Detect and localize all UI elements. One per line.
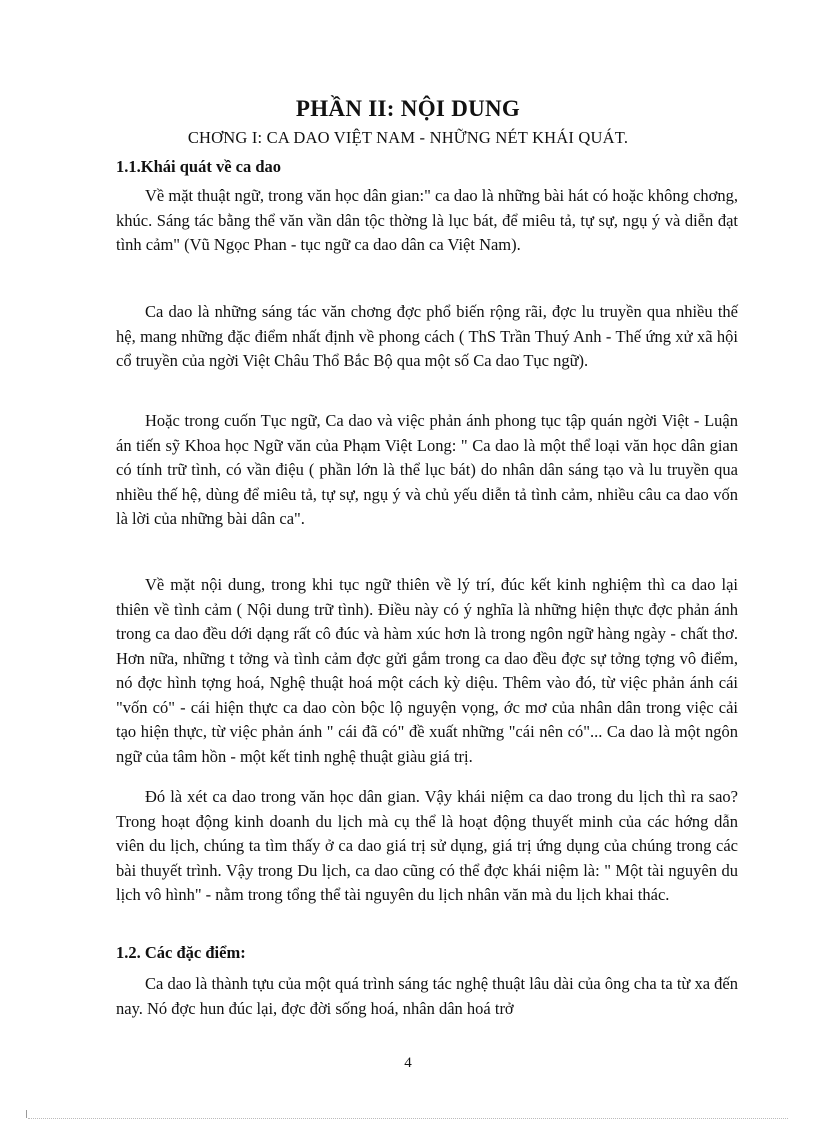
paragraph-5: Đó là xét ca dao trong văn học dân gian. Vậy khái niệm ca dao trong du lịch thì ra sao? Trong hoạt động kinh doanh du lịch mà cụ thể là hoạt động thuyết minh của các hớng dẫn viên du lịch, chúng ta tìm thấy ở ca dao giá trị sử dụng, giá trị ứng dụng của chúng trong các bài thuyết trình. Vậy trong Du lịch, ca dao cũng có thể đợc khái niệm là: " Một tài nguyên du lịch vô hình" - nằm trong tổng thể tài nguyên du lịch nhân văn mà du lịch khai thác. xyxy=(116,787,738,904)
corner-mark xyxy=(26,1110,27,1118)
section-heading-1-2: 1.2. Các đặc điểm: xyxy=(116,943,246,962)
paragraph-6: Ca dao là thành tựu của một quá trình sáng tác nghệ thuật lâu dài của ông cha ta từ xa đến nay. Nó đợc hun đúc lại, đợc đời sống hoá, nhân dân hoá trở xyxy=(116,974,738,1018)
section-heading-1-1: 1.1.Khái quát về ca dao xyxy=(116,157,282,176)
footer-rule xyxy=(28,1118,788,1119)
paragraph-4: Về mặt nội dung, trong khi tục ngữ thiên về lý trí, đúc kết kinh nghiệm thì ca dao lại thiên về tình cảm ( Nội dung trữ tình). Điều này có ý nghĩa là những hiện thực đợc phản ánh trong ca dao đều dới dạng rất cô đúc và hàm xúc hơn là trong ngôn ngữ hàng ngày - chất thơ. Hơn nữa, những t tởng và tình cảm đợc gửi gắm trong ca dao đều đợc sự tởng tợng vô điểm, nó đợc hình tợng hoá, Nghệ thuật hoá một cách kỳ diệu. Thêm vào đó, từ việc phản ánh cái "vốn có" - cái hiện thực ca dao còn bộc lộ nguyện vọng, ớc mơ của nhân dân trong việc cải tạo hiện thực, từ việc phản ánh " cái đã có" đề xuất những "cái nên có"... Ca dao là một ngôn ngữ của tâm hồn - một kết tinh nghệ thuật giàu giá trị. xyxy=(116,575,738,766)
paragraph-3: Hoặc trong cuốn Tục ngữ, Ca dao và việc phản ánh phong tục tập quán ngời Việt - Luận án tiến sỹ Khoa học Ngữ văn của Phạm Việt Long: " Ca dao là một thể loại văn học dân gian có tính trữ tình, có vần điệu ( phần lớn là thể lục bát) do nhân dân sáng tạo và lu truyền qua nhiều thế hệ, dùng để miêu tả, tự sự, ngụ ý và chủ yếu diễn tả tình cảm, nhiều câu ca dao vốn là lời của những bài dân ca". xyxy=(116,411,738,528)
paragraph-1: Về mặt thuật ngữ, trong văn học dân gian:" ca dao là những bài hát có hoặc không chơng, khúc. Sáng tác bằng thể văn vần dân tộc thờng là lục bát, để miêu tả, tự sự, ngụ ý và diễn đạt tình cảm" (Vũ Ngọc Phan - tục ngữ ca dao dân ca Việt Nam). xyxy=(116,186,738,254)
part-title: PHẦN II: NỘI DUNG xyxy=(295,96,521,121)
chapter-title: CHƠNG I: CA DAO VIỆT NAM - NHỮNG NÉT KHÁI QUÁT. xyxy=(187,128,629,147)
page-number: 4 xyxy=(404,1055,412,1071)
paragraph-2: Ca dao là những sáng tác văn chơng đợc phổ biến rộng rãi, đợc lu truyền qua nhiều thế hệ, mang những đặc điểm nhất định về phong cách ( ThS Trần Thuý Anh - Thế ứng xử xã hội cổ truyền của ngời Việt Châu Thổ Bắc Bộ qua một số Ca dao Tục ngữ). xyxy=(116,302,738,370)
